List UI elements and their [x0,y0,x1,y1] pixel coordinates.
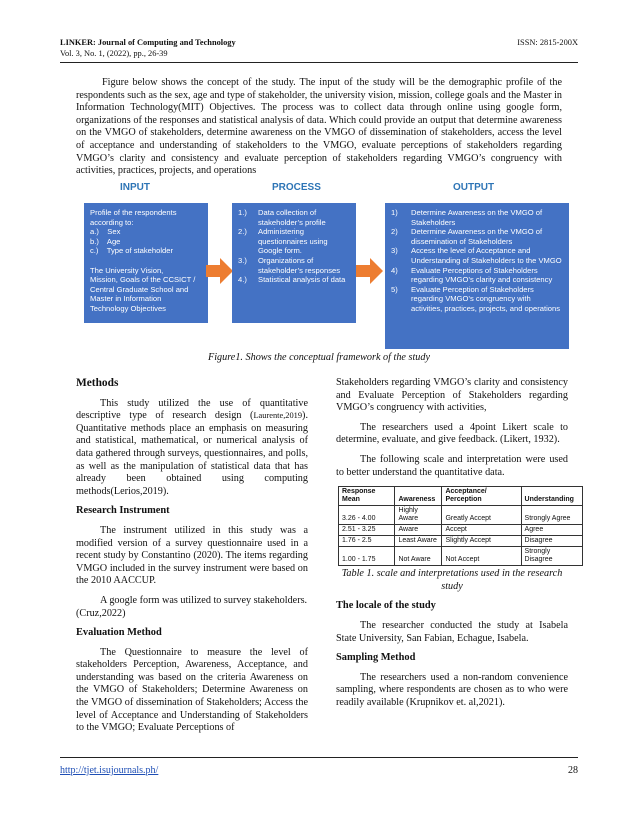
evaluation-paragraph: The Questionnaire to measure the level of stakeholders Perception, Awareness, Acceptance, and understanding was based on the criteria Awareness on the VMGO of Stakeholders; Determine Awareness on the VMGO of dissemination of Stakeholders; Access the level of Acceptance and Understanding of Stakeholders to the VMGO; Evaluate Perceptions of [76,646,308,734]
footer-divider [60,757,578,758]
output-box [385,203,569,349]
input-line: Master in Information [90,294,162,304]
left-column [76,377,308,742]
table-caption: Table 1. scale and interpretations used in the research study [341,568,563,592]
table-header-cell: Acceptance/ Perception [442,487,521,506]
table-cell: 3.26 - 4.00 [339,506,395,525]
table-row [339,506,583,525]
locale-paragraph: The researcher conducted the study at Isabela State University, San Fabian, Echague, Isabela. [336,619,568,644]
instrument-paragraph: The instrument utilized in this study was a modified version of a survey questionnaire used in a recent study by Constantino (2020). The items regarding VMGO included in the survey instrument were based on the 2010 AACCUP. [76,524,308,587]
table-row [339,525,583,536]
input-label: INPUT [120,182,150,193]
sampling-heading: Sampling Method [336,652,416,664]
table-row [339,536,583,547]
google-form-paragraph: A google form was utilized to survey stakeholders. (Cruz,2022) [76,594,308,619]
table-cell: 1.00 - 1.75 [339,547,395,566]
running-header [60,38,578,59]
table-header-cell: Response Mean [339,487,395,506]
table-cell: Greatly Accept [442,506,521,525]
instrument-heading: Research Instrument [76,505,170,517]
output-label: OUTPUT [453,182,495,193]
input-line: a.) Sex [90,227,121,237]
methods-paragraph: This study utilized the use of quantitative descriptive type of research design (Laurente,2019). Quantitative methods place an emphasis on measuring and statistical, mathematical, or numerical analysis of data gathered through surveys, questionnaires, and polls, as well as the manipulation of statistical data that has already been obtained using computing methods(Lerios,2019). [76,397,308,497]
table-cell: Least Aware [395,536,442,547]
input-line: c.) Type of stakeholder [90,246,174,256]
table-cell: Not Accept [442,547,521,566]
table-header-cell: Awareness [395,487,442,506]
table-cell: Strongly Disagree [521,547,582,566]
process-box [232,203,356,323]
input-line: according to: [90,217,134,227]
process-list [238,208,350,285]
output-item: 4) Evaluate Perceptions of Stakeholders regarding VMGO’s clarity and consistency [391,265,553,285]
scale-paragraph: The following scale and interpretation were used to better understand the quantitative data. [336,453,568,478]
table-cell: Strongly Agree [521,506,582,525]
table-cell: Slightly Accept [442,536,521,547]
input-line: The University Vision, [90,265,164,275]
likert-scale-table [338,486,583,566]
output-list [391,208,563,314]
journal-issn: ISSN: 2815-200X [517,38,578,47]
header-divider [60,62,578,63]
output-item: 1) Determine Awareness on the VMGO of Stakeholders [391,208,543,227]
page-number: 28 [568,765,578,776]
input-line: Mission, Goals of the CCSICT / [90,275,196,285]
input-line: Technology Objectives [90,303,166,313]
arrow-right-icon [206,258,233,284]
journal-volume: Vol. 3, No. 1, (2022), pp., 26-39 [60,48,168,58]
table-cell: Aware [395,525,442,536]
input-box [84,203,208,323]
table-cell: Agree [521,525,582,536]
process-item: 3.) Organizations of stakeholder’s responses [238,255,341,275]
table-header-cell: Understanding [521,487,582,506]
journal-name: LINKER: Journal of Computing and Technology [60,38,236,47]
likert-paragraph: The researchers used a 4point Likert scale to determine, evaluate, and give feedback. (Likert, 1932). [336,421,568,446]
table-cell: Accept [442,525,521,536]
input-line [90,256,202,266]
table-cell: 2.51 - 3.25 [339,525,395,536]
sampling-paragraph: The researchers used a non-random convenience sampling, where respondents are chosen as to who were readily available (Krupnikov et. al,2021). [336,671,568,708]
evaluation-heading: Evaluation Method [76,627,162,639]
locale-heading: The locale of the study [336,600,436,612]
output-item: 3) Access the level of Acceptance and Understanding of Stakeholders to the VMGO [391,246,562,265]
input-line: b.) Age [90,236,121,246]
table-cell: Not Aware [395,547,442,566]
output-item: 2) Determine Awareness on the VMGO of dissemination of Stakeholders [391,227,543,246]
table-cell: 1.76 - 2.5 [339,536,395,547]
continuation-paragraph: Stakeholders regarding VMGO’s clarity and consistency and Evaluate Perception of Stakeholders regarding VMGO’s congruency with activities, [336,377,568,414]
table-header-row [339,487,583,506]
process-item: 2.) Administering questionnaires using Google form. [238,227,328,256]
journal-url-link[interactable]: http://tjet.isujournals.ph/ [60,765,159,776]
right-column [336,377,574,717]
input-line: Profile of the respondents [90,208,177,217]
process-item: 1.) Data collection of stakeholder’s profile [238,208,326,227]
citation: Laurente,2019 [253,411,303,421]
input-line: Central Graduate School and [90,284,189,294]
table-row [339,547,583,566]
intro-paragraph: Figure below shows the concept of the study. The input of the study will be the demographic profile of the respondents such as the sex, age and type of stakeholder, the university vision, mission, college goals and the Master in Information Technology(MIT) Objectives. The process was to collect data through online using google form, organizations of the responses and statistical analysis of data. Which could provide an output that determine awareness on the VMGO of stakeholders, determine awareness on the VMGO of dissemination of stakeholders, access the level of acceptance and understanding of stakeholders to the VMGO, evaluate perceptions of stakeholders regarding VMGO’s clarity and consistency and evaluate perception of stakeholders regarding VMGO’s congruency with activities, practices, projects, and operations [76,77,562,177]
process-label: PROCESS [272,182,321,193]
methods-heading: Methods [76,377,119,389]
table-cell: Highly Aware [395,506,442,525]
table-cell: Disagree [521,536,582,547]
figure-caption: Figure1. Shows the conceptual framework of the study [207,352,430,363]
output-item: 5) Evaluate Perception of Stakeholders regarding VMGO’s congruency with activities, practices, projects, and operations [391,284,560,313]
process-item: 4.) Statistical analysis of data [238,275,346,285]
arrow-right-icon [356,258,383,284]
